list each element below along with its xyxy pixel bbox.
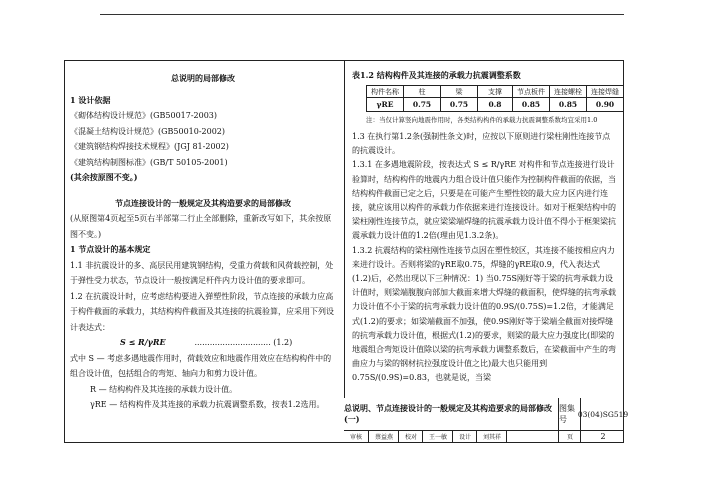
para-1-1: 1.1 非抗震设计的多、高层民用建筑钢结构，受重力荷载和风荷载控制，处于弹性受力状态，节点设计一般按满足杆件内力设计值的要求即可。	[70, 260, 334, 285]
check-label: 校对	[398, 430, 423, 443]
table-value-cell: 0.90	[587, 98, 624, 112]
page-number: 2	[580, 430, 625, 443]
table-header-cell: 节点板件	[513, 86, 550, 98]
drawing-title: 总说明、节点连接设计的一般规定及其构造要求的局部修改(一)	[344, 403, 552, 424]
table-value-cell: 0.75	[441, 98, 478, 112]
right-column	[352, 130, 618, 386]
para-1-3-2: 1.3.2 抗震结构的梁柱刚性连接节点因在塑性较区，其连接不能按相应内力来进行设计。否则将梁的γRE取0.75，焊缝的γRE取0.9，代入表达式(1.2)后，必然出现以下三种情况：1) 当0.75S刚好等于梁的抗弯承载力设计值时，则梁端腹腹向部加大截面来增大焊缝的截面积，使焊缝的抗弯承载力设计值不小于梁的抗弯承载力设计值的0.9S/(0.75S)=1.2倍，才能满足式(1.2)的要求；如梁端截面不加强，使0.9S刚好等于梁端全截面对接焊缝的抗弯承载力设计值，根据式(1.2)的要求，则梁的最大应力强度比(即梁的地震组合弯矩设计值除以梁的抗弯承载力调整系数后，在梁截面中产生的弯曲应力与梁的钢材抗拉强度设计值之比)最大也只能用到0.75S/(0.9S)=0.83，也就是说，当梁	[352, 245, 616, 383]
signature-blank	[506, 430, 559, 443]
refs-note: (其余按原图不变。)	[70, 172, 138, 182]
design-label: 设计	[452, 430, 477, 443]
table-note: 注：当仅计算竖向地震作用时，各类结构构件的承载力抗震调整系数均宜采用1.0	[366, 116, 598, 124]
table-header-cell: 柱	[404, 86, 441, 98]
atlas-label: 图集号	[558, 398, 581, 430]
review-label: 审核	[349, 434, 362, 441]
para-1-3: 1.3 在执行第1.2条(强制性条文)时，应按以下原则进行梁柱刚性连接节点的抗震设计。	[352, 132, 611, 156]
para-1-2: 1.2 在抗震设计时，应考虑结构要进入弹塑性阶段，节点连接的承载力应高于构件截面的承载力，其结构构件截面及其连接的抗震验算，应采用下列设计表达式：	[70, 291, 334, 332]
formula-number: .............................. (1.2)	[194, 338, 293, 347]
table-value-cell: γRE	[367, 98, 404, 112]
def-r: R — 结构构件及其连接的承载力设计值。	[90, 384, 238, 394]
def-gamma: γRE — 结构构件及其连接的承载力抗震调整系数，按表1.2选用。	[90, 400, 325, 409]
ref-item: 《建筑钢结构焊接技术规程》(JGJ 81-2002)	[70, 142, 229, 151]
table-header-cell: 连接螺栓	[550, 86, 587, 98]
table-value-cell: 0.8	[478, 98, 513, 112]
formula: S ≤ R/γRE	[120, 337, 166, 347]
table-header-cell: 梁	[441, 86, 478, 98]
left-title: 总说明的局部修改	[171, 73, 235, 83]
left-column	[70, 66, 336, 413]
table-header-cell: 连接焊缝	[587, 86, 624, 98]
ref-item: 《混凝土结构设计规范》(GB50010-2002)	[70, 126, 226, 136]
coefficient-table	[366, 85, 624, 112]
page-label: 页	[558, 430, 581, 443]
section-1-heading: 1 设计依据	[70, 94, 111, 105]
atlas-number: 03(04)SG519	[580, 398, 625, 430]
table-title: 表1.2 结构构件及其连接的承载力抗震调整系数	[352, 70, 521, 80]
table-value-cell: 0.85	[550, 98, 587, 112]
table-value-cell: 0.85	[513, 98, 550, 112]
formula-line	[70, 335, 336, 351]
ref-item: 《砌体结构设计规范》(GB50017-2003)	[70, 111, 218, 120]
table-value-cell: 0.75	[404, 98, 441, 112]
review-name: 蔡益燕	[368, 430, 399, 443]
check-name: 王一敏	[422, 430, 453, 443]
title-block-row-main	[344, 398, 629, 431]
column-divider	[344, 60, 345, 398]
design-name: 刘其祥	[476, 430, 507, 443]
def-s: 式中 S — 考虑多遇地震作用时，荷载效应和地震作用效应在结构构件中的组合设计值，包括组合的弯矩、轴向力和剪力设计值。	[70, 353, 332, 378]
header-rule	[100, 14, 624, 15]
table-header-row	[367, 86, 624, 98]
table-header-cell: 支撑	[478, 86, 513, 98]
subsection-title: 节点连接设计的一般规定及其构造要求的局部修改	[115, 197, 291, 208]
section-2-heading: 1 节点设计的基本规定	[70, 244, 151, 254]
ref-item: 《建筑结构制图标准》(GB/T 50105-2001)	[70, 157, 228, 167]
subsection-note: (从原图第4页起至5页右半部第二行止全部删除，重新改写如下，其余按原图不变。)	[70, 214, 332, 239]
para-1-3-1: 1.3.1 在多遇地震阶段，按表达式 S ≤ R/γRE 对构件和节点连接进行设计验算时，结构构件的地震内力组合设计值只能作为控制构件截面的依据，当结构构件截面已定之后，只要是在可能产生塑性铰的最大应力区内进行连接，就应该用以构件的承载力作依据来进行连接设计。如对于框架结构中的梁柱刚性连接节点，就应梁梁端焊缝的抗震承载力设计值不得小于框架梁抗震承载力设计值的1.2倍(理由见1.3.2条)。	[352, 160, 616, 241]
table-value-row	[367, 98, 624, 112]
title-block-row-signatures	[344, 430, 624, 443]
title-block	[344, 398, 629, 443]
table-header-cell: 构件名称	[367, 86, 404, 98]
